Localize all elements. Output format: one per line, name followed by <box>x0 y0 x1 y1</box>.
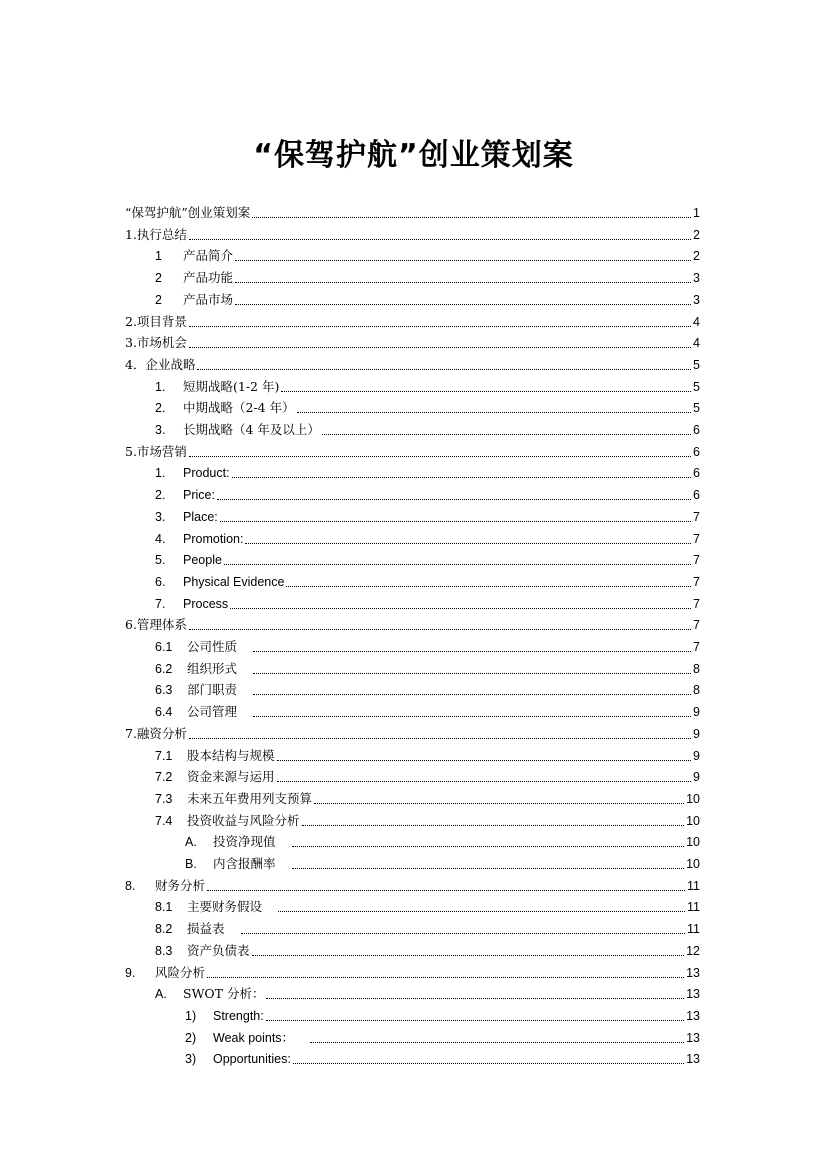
toc-page-number: 3 <box>693 292 700 307</box>
toc-leader-dots <box>220 509 691 522</box>
toc-entry[interactable] <box>155 633 700 655</box>
toc-page-number: 13 <box>686 1030 700 1045</box>
toc-entry-number: 6. <box>155 574 166 589</box>
toc-entry[interactable] <box>155 286 700 308</box>
toc-leader-dots <box>235 270 691 283</box>
toc-entry[interactable] <box>155 568 700 590</box>
toc-page-number: 7 <box>693 640 700 654</box>
toc-leader-dots <box>286 574 691 587</box>
toc-entry-title: 长期战略（4 年及以上） <box>183 422 320 437</box>
toc-entry-title: Physical Evidence <box>183 574 285 589</box>
toc-entry[interactable] <box>185 850 700 872</box>
toc-entry[interactable] <box>155 698 700 720</box>
toc-entry-number: 1. <box>155 466 166 481</box>
toc-entry-number: 2 <box>155 292 162 307</box>
toc-leader-dots <box>189 314 691 327</box>
toc-page-number: 9 <box>693 770 700 785</box>
toc-entry-number: 4. <box>155 531 166 546</box>
toc-page-number: 6 <box>693 466 700 481</box>
toc-entry-number: 5. <box>155 553 166 568</box>
toc-entry-number: 9. <box>125 965 136 980</box>
toc-page-number: 11 <box>687 878 700 893</box>
toc-leader-dots <box>278 899 685 912</box>
toc-leader-dots <box>293 1051 684 1064</box>
toc-entry[interactable] <box>155 742 700 764</box>
toc-entry-title: People <box>183 553 222 568</box>
toc-page-number: 10 <box>686 813 700 828</box>
toc-page-number: 4 <box>693 314 700 329</box>
toc-entry-title: 4．企业战略 <box>125 356 196 372</box>
toc-entry-title: 内含报酬率 <box>213 856 276 871</box>
toc-leader-dots <box>302 813 685 826</box>
toc-entry-number: 6.2 <box>155 661 173 676</box>
toc-leader-dots <box>266 986 684 999</box>
toc-page-number: 10 <box>686 791 700 806</box>
toc-leader-dots <box>189 444 691 457</box>
toc-entry[interactable] <box>125 221 700 243</box>
toc-entry-number: 3. <box>155 423 166 437</box>
toc-entry-title: 公司管理 <box>187 704 238 720</box>
toc-entry-number: 7.3 <box>155 791 173 806</box>
toc-page-number: 1 <box>693 206 700 220</box>
toc-entry-title: 2.项目背景 <box>125 313 187 329</box>
toc-entry-title: 投资收益与风险分析 <box>187 812 300 828</box>
toc-entry-title: 损益表 <box>187 921 225 937</box>
toc-entry-title: Process <box>183 596 229 611</box>
toc-entry-title: 短期战略(1-2 年) <box>183 378 280 394</box>
toc-leader-dots <box>253 704 691 717</box>
toc-page-number: 11 <box>687 900 700 915</box>
toc-entry-number: 1) <box>185 1008 197 1023</box>
toc-entry-number: 1 <box>155 249 162 264</box>
toc-entry-title: 1.执行总结 <box>125 226 187 242</box>
toc-leader-dots <box>230 596 691 609</box>
toc-entry-title: 5.市场营销 <box>125 443 187 459</box>
toc-entry-title: 中期战略（2-4 年） <box>183 400 295 416</box>
toc-entry[interactable] <box>155 937 700 959</box>
toc-leader-dots <box>189 726 691 739</box>
toc-page-number: 9 <box>693 705 700 720</box>
toc-entry-title: 投资净现值 <box>213 834 276 850</box>
toc-entry-title: 主要财务假设 <box>187 899 263 915</box>
toc-entry[interactable] <box>155 655 700 677</box>
toc-entry-number: 7.4 <box>155 813 173 828</box>
toc-entry[interactable] <box>155 893 700 915</box>
toc-leader-dots <box>314 791 684 804</box>
toc-page-number: 6 <box>693 444 700 459</box>
toc-page-number: 12 <box>686 943 700 958</box>
toc-entry-title: 财务分析 <box>155 877 206 893</box>
toc-entry[interactable] <box>155 416 700 438</box>
toc-entry[interactable] <box>155 785 700 807</box>
toc-entry-number: 6.1 <box>155 640 173 654</box>
toc-leader-dots <box>281 379 691 392</box>
toc-entry-title: 产品市场 <box>183 291 234 307</box>
toc-leader-dots <box>310 1030 684 1043</box>
toc-leader-dots <box>277 769 692 782</box>
toc-page-number: 7 <box>693 596 700 611</box>
toc-leader-dots <box>253 682 691 695</box>
toc-entry[interactable] <box>125 720 700 742</box>
toc-entry-title: 3.市场机会 <box>125 335 187 351</box>
toc-page-number: 5 <box>693 357 700 372</box>
toc-page-number: 2 <box>693 227 700 242</box>
toc-entry[interactable] <box>155 264 700 286</box>
toc-entry-number: 7. <box>155 596 166 611</box>
toc-page-number: 7 <box>693 531 700 546</box>
toc-leader-dots <box>252 205 691 218</box>
toc-leader-dots <box>322 422 691 435</box>
toc-page-number: 7 <box>693 574 700 589</box>
toc-page-number: 9 <box>693 726 700 741</box>
toc-entry-number: 6.3 <box>155 683 173 698</box>
toc-entry[interactable] <box>125 611 700 633</box>
toc-entry-number: A. <box>185 835 197 850</box>
toc-entry[interactable] <box>185 1002 700 1024</box>
toc-page-number: 7 <box>693 509 700 524</box>
toc-leader-dots <box>277 748 692 761</box>
toc-entry[interactable] <box>155 807 700 829</box>
toc-entry-title: 公司性质 <box>187 639 238 654</box>
toc-entry[interactable] <box>155 525 700 547</box>
toc-entry-number: 6.4 <box>155 705 173 720</box>
toc-entry[interactable] <box>125 199 700 221</box>
toc-entry-title: 7.融资分析 <box>125 725 187 741</box>
toc-leader-dots <box>207 878 685 891</box>
toc-entry-title: 未来五年费用列支预算 <box>187 790 313 806</box>
toc-page-number: 13 <box>686 1052 700 1067</box>
toc-page-number: 11 <box>687 922 700 937</box>
toc-entry-number: A. <box>155 987 167 1002</box>
toc-entry[interactable] <box>155 763 700 785</box>
toc-entry-title: 股本结构与规模 <box>187 747 275 763</box>
toc-leader-dots <box>297 400 691 413</box>
toc-entry-title: 资产负债表 <box>187 942 250 958</box>
toc-entry[interactable] <box>125 438 700 460</box>
toc-page-number: 13 <box>686 1008 700 1023</box>
toc-leader-dots <box>235 248 691 261</box>
toc-entry[interactable] <box>155 503 700 525</box>
toc-entry-number: 7.2 <box>155 770 173 785</box>
toc-entry[interactable] <box>125 308 700 330</box>
toc-page-number: 8 <box>693 661 700 676</box>
toc-entry-title: Strength: <box>213 1008 264 1023</box>
toc-entry[interactable] <box>155 676 700 698</box>
toc-entry-number: 8. <box>125 878 136 893</box>
toc-entry[interactable] <box>185 1045 700 1067</box>
toc-entry-number: 1. <box>155 379 166 394</box>
toc-entry-title: SWOT 分析： <box>183 986 265 1002</box>
toc-entry[interactable] <box>155 242 700 264</box>
toc-entry[interactable] <box>155 481 700 503</box>
toc-leader-dots <box>266 1008 684 1021</box>
toc-entry[interactable] <box>155 373 700 395</box>
toc-leader-dots <box>207 965 684 978</box>
toc-page-number: 6 <box>693 488 700 503</box>
toc-page-number: 10 <box>686 835 700 850</box>
toc-page-number: 10 <box>686 857 700 871</box>
toc-page-number: 13 <box>686 965 700 980</box>
toc-entry-title: Opportunities: <box>213 1052 291 1067</box>
toc-entry[interactable] <box>125 329 700 351</box>
toc-entry-number: B. <box>185 857 197 871</box>
toc-leader-dots <box>235 292 691 305</box>
toc-entry-number: 2. <box>155 401 166 416</box>
toc-entry-number: 2 <box>155 271 162 286</box>
toc-page-number: 13 <box>686 987 700 1002</box>
toc-page-number: 6 <box>693 423 700 437</box>
toc-leader-dots <box>197 357 691 370</box>
toc-page-number: 9 <box>693 748 700 763</box>
toc-leader-dots <box>292 834 685 847</box>
toc-entry-title: Price: <box>183 488 215 503</box>
toc-entry-title: Weak points： <box>213 1030 295 1045</box>
toc-page-number: 7 <box>693 553 700 568</box>
toc-entry[interactable] <box>185 1024 700 1046</box>
toc-entry-title: 产品简介 <box>183 248 234 264</box>
toc-entry-title: Product: <box>183 466 230 481</box>
toc-leader-dots <box>232 465 691 478</box>
toc-entry-title: 产品功能 <box>183 270 234 286</box>
toc-entry-number: 2. <box>155 488 166 503</box>
toc-page-number: 2 <box>693 249 700 264</box>
toc-entry[interactable] <box>125 872 700 894</box>
toc-entry-number: 3) <box>185 1052 197 1067</box>
toc-leader-dots <box>253 639 691 652</box>
toc-leader-dots <box>253 661 691 674</box>
toc-entry[interactable] <box>125 959 700 981</box>
toc-entry-title: 资金来源与运用 <box>187 769 275 785</box>
toc-leader-dots <box>189 617 691 630</box>
toc-entry-number: 8.3 <box>155 943 173 958</box>
toc-page-number: 5 <box>693 401 700 416</box>
toc-entry[interactable] <box>155 394 700 416</box>
toc-page-number: 8 <box>693 683 700 698</box>
document-title: “保驾护航”创业策划案 <box>253 138 574 173</box>
toc-entry-title: 组织形式 <box>187 660 238 676</box>
toc-entry[interactable] <box>185 828 700 850</box>
toc-entry[interactable] <box>155 980 700 1002</box>
toc-entry-number: 3. <box>155 509 166 524</box>
toc-page-number: 7 <box>693 618 700 633</box>
toc-leader-dots <box>189 227 691 240</box>
toc-entry-number: 7.1 <box>155 748 173 763</box>
toc-entry-number: 8.2 <box>155 922 173 937</box>
toc-entry-title: 6.管理体系 <box>125 617 187 633</box>
toc-page-number: 3 <box>693 271 700 286</box>
toc-leader-dots <box>241 921 686 934</box>
toc-leader-dots <box>292 856 685 869</box>
toc-leader-dots <box>245 531 691 544</box>
toc-entry[interactable] <box>125 351 700 373</box>
toc-entry[interactable] <box>155 590 700 612</box>
toc-entry-title: Promotion: <box>183 531 244 546</box>
toc-entry-number: 2) <box>185 1030 197 1045</box>
toc-leader-dots <box>224 552 691 565</box>
toc-entry[interactable] <box>155 915 700 937</box>
toc-entry-number: 8.1 <box>155 900 173 915</box>
toc-entry-title: Place: <box>183 509 218 524</box>
toc-page-number: 5 <box>693 379 700 394</box>
toc-entry-title: “保驾护航”创业策划案 <box>125 205 251 220</box>
toc-entry-title: 部门职责 <box>187 682 238 698</box>
toc-leader-dots <box>217 487 691 500</box>
toc-entry[interactable] <box>155 546 700 568</box>
toc-entry-title: 风险分析 <box>155 964 206 980</box>
toc-page-number: 4 <box>693 336 700 351</box>
toc-leader-dots <box>189 335 691 348</box>
toc-entry[interactable] <box>155 459 700 481</box>
toc-leader-dots <box>252 943 685 956</box>
